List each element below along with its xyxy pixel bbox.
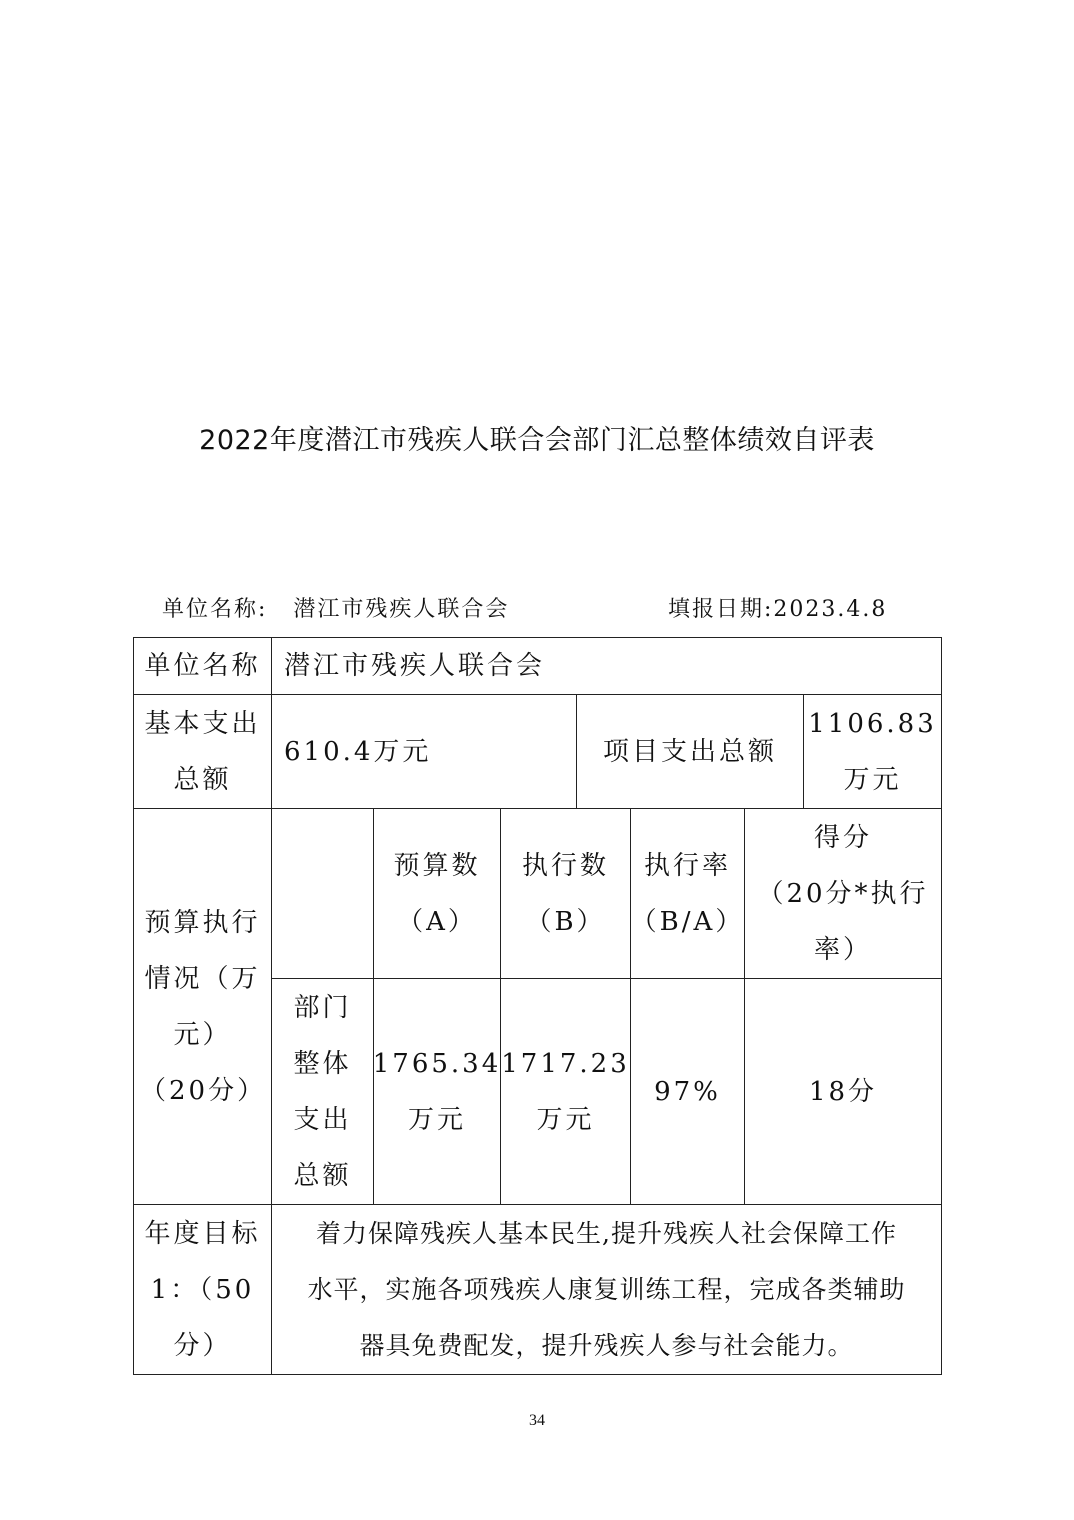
row-rate-cell <box>630 978 745 1205</box>
budget-exec-label-line: 情况（万 <box>144 963 261 994</box>
unit-name-value-cell <box>271 637 942 695</box>
goal-label-cell <box>133 1204 272 1375</box>
basic-expense-value-cell <box>271 694 577 809</box>
unit-name-label-cell <box>133 637 272 695</box>
budget-exec-label-line: 预算执行 <box>144 907 261 938</box>
project-expense-label: 项目支出总额 <box>602 736 777 767</box>
header-score-line: （20分*执行 <box>757 878 929 909</box>
row-label-cell <box>271 978 374 1205</box>
document-title: 2022年度潜江市残疾人联合会部门汇总整体绩效自评表 <box>199 425 875 456</box>
header-executed-cell <box>500 808 631 979</box>
date-label: 填报日期: <box>668 597 774 622</box>
basic-expense-label-line: 基本支出 <box>144 708 261 739</box>
row-label-line: 整体 <box>293 1048 352 1079</box>
goal-label-line: 1：（50 <box>150 1274 255 1305</box>
header-executed-line: （B） <box>525 906 606 937</box>
page-number: 34 <box>529 1412 545 1429</box>
row-rate-value: 97% <box>654 1076 721 1107</box>
row-label-line: 总额 <box>293 1160 352 1191</box>
row-score-cell <box>744 978 942 1205</box>
row-budget-line: 万元 <box>407 1104 466 1135</box>
row-score-value: 18分 <box>808 1076 878 1107</box>
header-score-line: 得分 <box>813 822 872 853</box>
row-executed-line: 1717.23 <box>501 1048 630 1079</box>
header-executed-line: 执行数 <box>521 850 609 881</box>
header-empty-cell <box>271 808 374 979</box>
date-value: 2023.4.8 <box>773 597 888 622</box>
unit-value: 潜江市残疾人联合会 <box>293 597 510 622</box>
goal-text-line: 着力保障残疾人基本民生,提升残疾人社会保障工作 <box>316 1218 897 1248</box>
header-rate-line: 执行率 <box>643 850 731 881</box>
basic-expense-value: 610.4万元 <box>284 736 432 767</box>
goal-label-line: 分） <box>173 1330 232 1361</box>
row-label-line: 支出 <box>293 1104 352 1135</box>
header-budget-line: （A） <box>397 906 477 937</box>
date-info <box>668 592 887 623</box>
goal-label-line: 年度目标 <box>144 1218 261 1249</box>
header-score-line: 率） <box>813 934 872 965</box>
header-rate-line: （B/A） <box>630 906 745 937</box>
row-budget-cell <box>373 978 501 1205</box>
row-executed-line: 万元 <box>536 1104 595 1135</box>
header-budget-line: 预算数 <box>393 850 481 881</box>
unit-label: 单位名称: <box>162 597 268 622</box>
goal-text-line: 器具免费配发，提升残疾人参与社会能力。 <box>359 1330 854 1360</box>
header-score-cell <box>744 808 942 979</box>
budget-exec-label-cell <box>133 808 272 1205</box>
basic-expense-label-cell <box>133 694 272 809</box>
budget-exec-label-line: 元） <box>173 1019 232 1050</box>
project-expense-label-cell <box>576 694 804 809</box>
goal-text-cell <box>271 1204 942 1375</box>
row-label-line: 部门 <box>293 992 352 1023</box>
project-expense-value-line: 万元 <box>843 764 902 795</box>
row-executed-cell <box>500 978 631 1205</box>
basic-expense-label-line: 总额 <box>173 764 232 795</box>
unit-name-value: 潜江市残疾人联合会 <box>284 651 546 681</box>
header-budget-cell <box>373 808 501 979</box>
row-budget-line: 1765.34 <box>372 1048 502 1079</box>
header-rate-cell <box>630 808 745 979</box>
unit-name-label: 单位名称 <box>144 651 261 681</box>
unit-info <box>162 592 509 623</box>
budget-exec-label-line: （20分） <box>140 1075 267 1106</box>
goal-text-line: 水平，实施各项残疾人康复训练工程，完成各类辅助 <box>307 1274 906 1304</box>
project-expense-value-cell <box>803 694 942 809</box>
project-expense-value-line: 1106.83 <box>808 708 937 739</box>
